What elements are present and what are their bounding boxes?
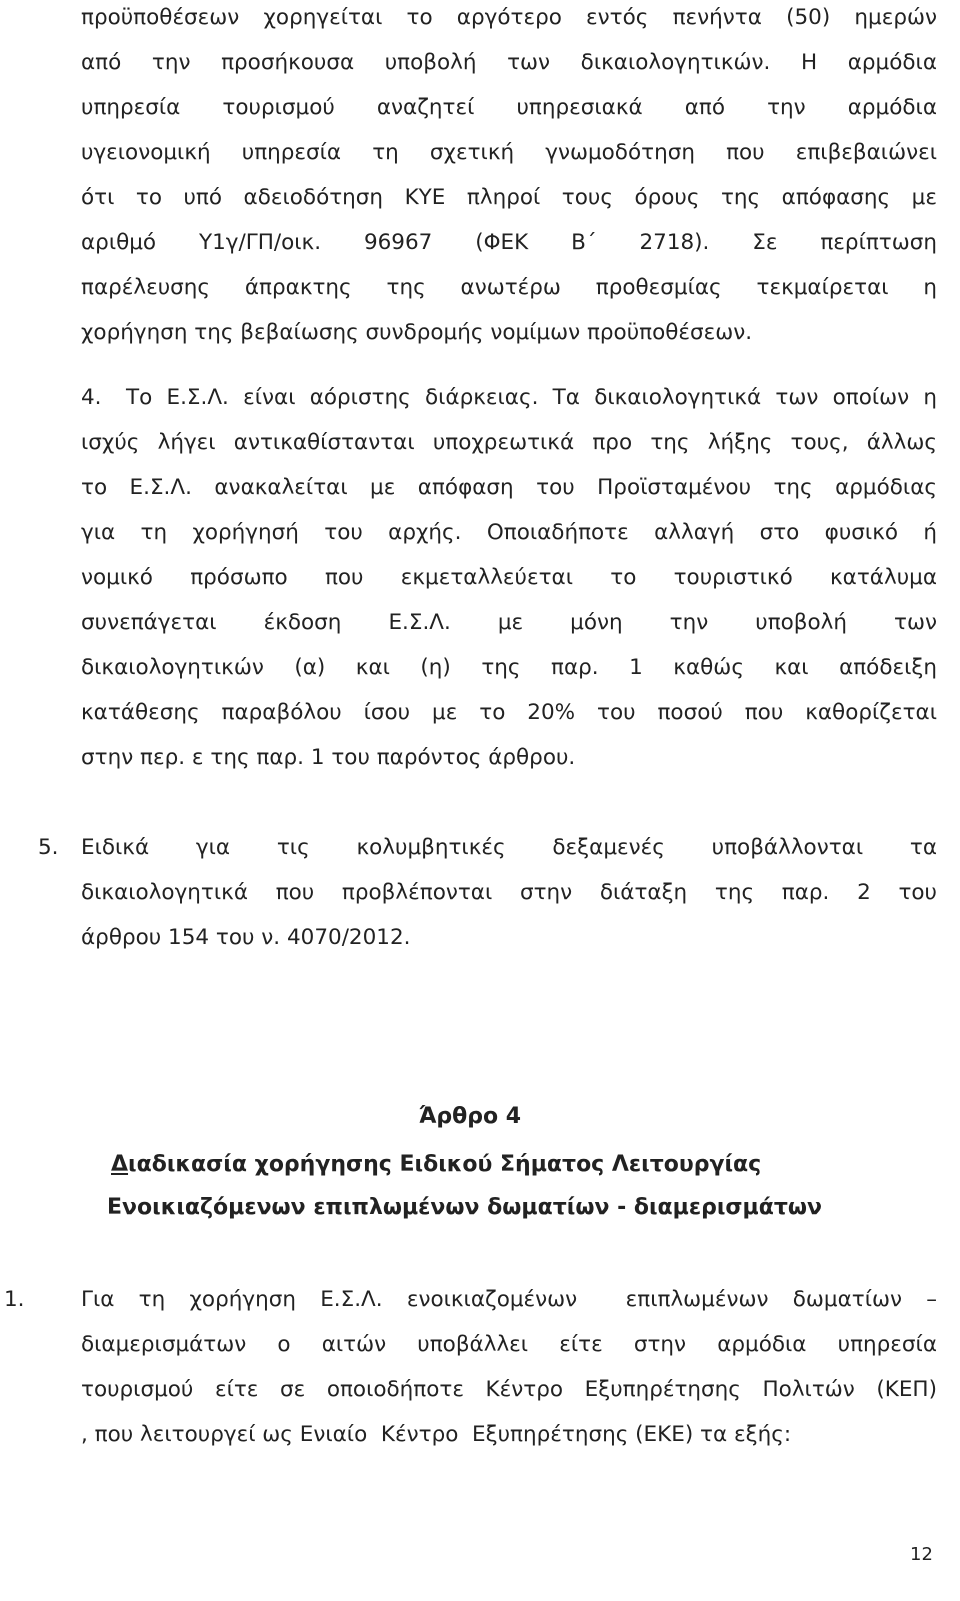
article-title: Άρθρο 4	[418, 1104, 522, 1129]
text-line: διαμερισμάτων ο αιτών υποβάλλει είτε στην αρμόδια υπηρεσία	[81, 1332, 937, 1357]
paragraph-number: 1.	[4, 1287, 25, 1312]
text-line: Ειδικά για τις κολυμβητικές δεξαμενές υποβάλλονται τα	[81, 835, 937, 860]
text-line: το Ε.Σ.Λ. ανακαλείται με απόφαση του Προϊσταμένου της αρμόδιας	[81, 475, 937, 500]
text-line: αριθμό Υ1γ/ΓΠ/οικ. 96967 (ΦΕΚ Β΄ 2718). Σε περίπτωση	[81, 230, 937, 255]
text-line: , που λειτουργεί ως Ενιαίο Κέντρο Εξυπηρέτησης (ΕΚΕ) τα εξής:	[81, 1422, 792, 1447]
text-line: παρέλευσης άπρακτης της ανωτέρω προθεσμίας τεκμαίρεται η	[81, 275, 937, 300]
text-line: υπηρεσία τουρισμού αναζητεί υπηρεσιακά από την αρμόδια	[81, 95, 937, 120]
paragraph-number: 5.	[38, 835, 59, 860]
text-line: δικαιολογητικών (α) και (η) της παρ. 1 καθώς και απόδειξη	[81, 655, 937, 680]
subtitle-underlined-letter: Δ	[111, 1152, 129, 1177]
page-number: 12	[910, 1544, 933, 1565]
text-line: για τη χορήγησή του αρχής. Οποιαδήποτε αλλαγή στο φυσικό ή	[81, 520, 937, 545]
text-line: ότι το υπό αδειοδότηση ΚΥΕ πληροί τους όρους της απόφασης με	[81, 185, 937, 210]
article-subtitle-line-1	[111, 1151, 761, 1179]
text-line: από την προσήκουσα υποβολή των δικαιολογητικών. Η αρμόδια	[81, 50, 937, 75]
text-line: νομικό πρόσωπο που εκμεταλλεύεται το τουριστικό κατάλυμα	[81, 565, 937, 590]
text-line: ισχύς λήγει αντικαθίστανται υποχρεωτικά προ της λήξης τους, άλλως	[81, 430, 937, 455]
article-subtitle-line-2: Ενοικιαζόμενων επιπλωμένων δωματίων - διαμερισμάτων	[107, 1195, 823, 1220]
text-line: Για τη χορήγηση Ε.Σ.Λ. ενοικιαζομένων επιπλωμένων δωματίων –	[81, 1287, 937, 1312]
paragraph-number: 4.	[81, 385, 102, 410]
text-line: προϋποθέσεων χορηγείται το αργότερο εντός πενήντα (50) ημερών	[81, 5, 937, 30]
text-line: Το Ε.Σ.Λ. είναι αόριστης διάρκειας. Τα δικαιολογητικά των οποίων η	[126, 385, 937, 410]
text-line: άρθρου 154 του ν. 4070/2012.	[81, 925, 411, 950]
text-line: κατάθεσης παραβόλου ίσου με το 20% του ποσού που καθορίζεται	[81, 700, 937, 725]
text-line: χορήγηση της βεβαίωσης συνδρομής νομίμων προϋποθέσεων.	[81, 320, 753, 345]
text-line: συνεπάγεται έκδοση Ε.Σ.Λ. με μόνη την υποβολή των	[81, 610, 937, 635]
text-line: υγειονομική υπηρεσία τη σχετική γνωμοδότηση που επιβεβαιώνει	[81, 140, 937, 165]
subtitle-text: ιαδικασία χορήγησης Ειδικού Σήματος Λειτουργίας	[128, 1152, 762, 1177]
text-line: δικαιολογητικά που προβλέπονται στην διάταξη της παρ. 2 του	[81, 880, 937, 905]
text-line: τουρισμού είτε σε οποιοδήποτε Κέντρο Εξυπηρέτησης Πολιτών (ΚΕΠ)	[81, 1377, 937, 1402]
text-line: στην περ. ε της παρ. 1 του παρόντος άρθρου.	[81, 745, 576, 770]
